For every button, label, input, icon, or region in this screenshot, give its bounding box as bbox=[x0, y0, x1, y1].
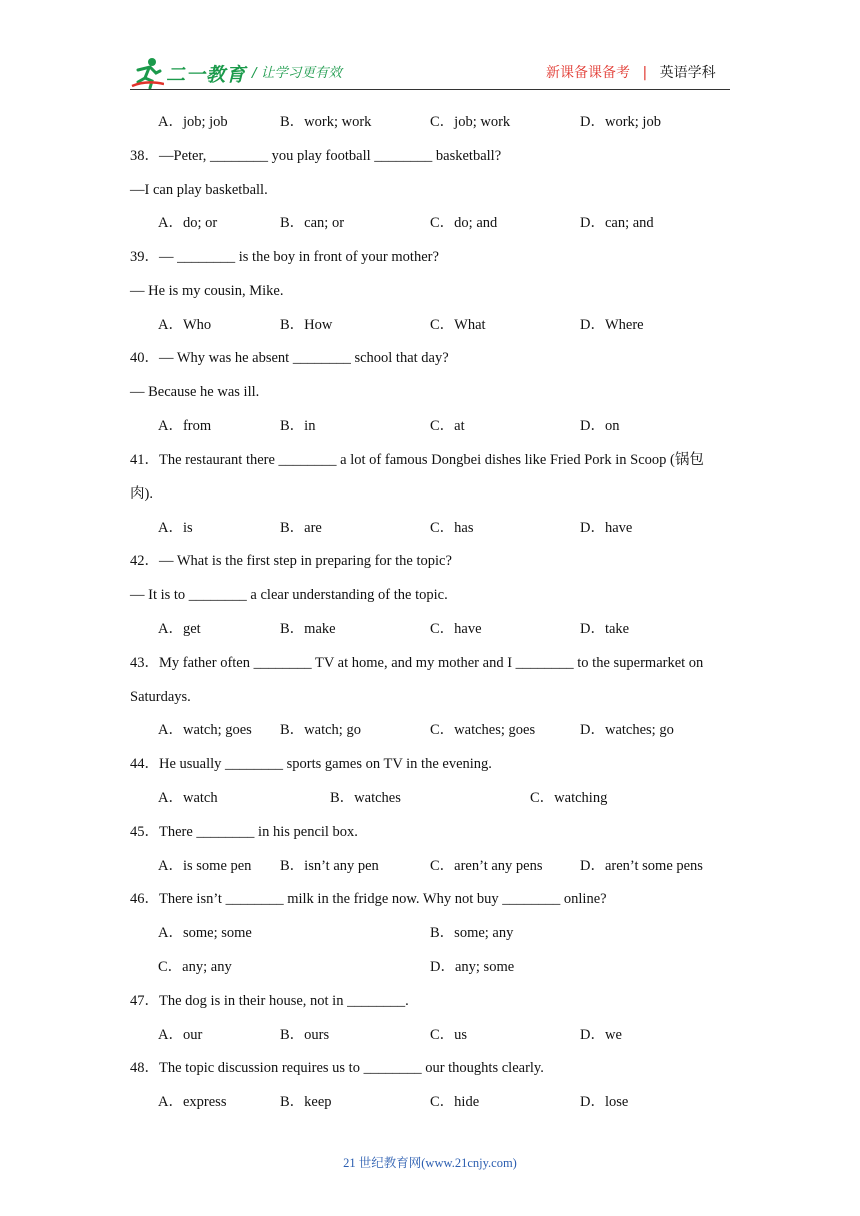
answer-option: A．express bbox=[158, 1094, 227, 1110]
question-stem-line: —I can play basketball. bbox=[130, 182, 268, 198]
answer-option: B．watches bbox=[330, 790, 401, 806]
header-course-text: 新课备课备考 bbox=[546, 65, 630, 81]
answer-option: C．watching bbox=[530, 790, 608, 806]
question-stem-line: 46．There isn’t ________ milk in the fridge now. Why not buy ________ online? bbox=[130, 891, 607, 907]
answer-option: D．work; job bbox=[580, 114, 661, 130]
header-separator: | bbox=[642, 65, 648, 81]
answer-option: C．has bbox=[430, 520, 474, 536]
runner-logo-icon bbox=[130, 56, 164, 90]
answer-option: A．job; job bbox=[158, 114, 228, 130]
question-stem-line: Saturdays. bbox=[130, 689, 191, 705]
question-stem-line: 41．The restaurant there ________ a lot of famous Dongbei dishes like Fried Pork in Scoop (锅包 bbox=[130, 452, 704, 468]
question-stem-line: 40．— Why was he absent ________ school that day? bbox=[130, 350, 449, 366]
answer-option: D．Where bbox=[580, 317, 644, 333]
answer-option: B．some; any bbox=[430, 925, 514, 941]
answer-option: C．at bbox=[430, 418, 465, 434]
answer-option: C．job; work bbox=[430, 114, 511, 130]
answer-option: D．we bbox=[580, 1027, 622, 1043]
question-stem-line: 肉). bbox=[130, 486, 153, 502]
question-stem-line: 42．— What is the first step in preparing for the topic? bbox=[130, 553, 452, 569]
footer-text: 21 世纪教育网(www.21cnjy.com) bbox=[343, 1156, 517, 1170]
page-header bbox=[0, 0, 860, 100]
answer-option: A．get bbox=[158, 621, 201, 637]
answer-option: A．is some pen bbox=[158, 858, 252, 874]
answer-option: D．take bbox=[580, 621, 630, 637]
answer-option: C．hide bbox=[430, 1094, 480, 1110]
answer-option: B．can; or bbox=[280, 215, 345, 231]
answer-option: D．can; and bbox=[580, 215, 654, 231]
answer-option: D．have bbox=[580, 520, 633, 536]
question-stem-line: 38．—Peter, ________ you play football ________ basketball? bbox=[130, 148, 502, 164]
page-footer bbox=[0, 1153, 860, 1171]
answer-option: B．in bbox=[280, 418, 316, 434]
answer-option: D．watches; go bbox=[580, 722, 674, 738]
answer-option: A．watch bbox=[158, 790, 218, 806]
answer-option: D．on bbox=[580, 418, 620, 434]
question-stem-line: 39．— ________ is the boy in front of your mother? bbox=[130, 249, 439, 265]
answer-option: B．make bbox=[280, 621, 336, 637]
answer-option: C．aren’t any pens bbox=[430, 858, 543, 874]
header-right bbox=[546, 62, 716, 82]
question-stem-line: — He is my cousin, Mike. bbox=[130, 283, 284, 299]
answer-option: C．any; any bbox=[158, 959, 232, 975]
answer-option: A．do; or bbox=[158, 215, 218, 231]
answer-option: B．isn’t any pen bbox=[280, 858, 379, 874]
logo-text: 二一教育 bbox=[166, 64, 247, 86]
answer-option: A．watch; goes bbox=[158, 722, 252, 738]
logo bbox=[130, 56, 250, 90]
header-divider bbox=[130, 89, 730, 90]
question-stem-line: — Because he was ill. bbox=[130, 384, 260, 400]
answer-option: D．any; some bbox=[430, 959, 515, 975]
question-stem-line: 48．The topic discussion requires us to ________ our thoughts clearly. bbox=[130, 1060, 544, 1076]
answer-option: A．our bbox=[158, 1027, 203, 1043]
answer-option: D．lose bbox=[580, 1094, 629, 1110]
answer-option: C．watches; goes bbox=[430, 722, 536, 738]
answer-option: B．How bbox=[280, 317, 333, 333]
answer-option: A．some; some bbox=[158, 925, 252, 941]
answer-option: C．have bbox=[430, 621, 482, 637]
question-stem-line: 47．The dog is in their house, not in ________. bbox=[130, 993, 409, 1009]
question-stem-line: 43．My father often ________ TV at home, and my mother and I ________ to the supermarket on bbox=[130, 655, 704, 671]
question-stem-line: 45．There ________ in his pencil box. bbox=[130, 824, 358, 840]
answer-option: B．keep bbox=[280, 1094, 332, 1110]
answer-option: A．from bbox=[158, 418, 212, 434]
answer-option: C．us bbox=[430, 1027, 468, 1043]
question-stem-line: 44．He usually ________ sports games on TV in the evening. bbox=[130, 756, 492, 772]
answer-option: A．is bbox=[158, 520, 193, 536]
answer-option: D．aren’t some pens bbox=[580, 858, 703, 874]
answer-option: A．Who bbox=[158, 317, 212, 333]
header-subject: 英语学科 bbox=[659, 65, 716, 81]
answer-option: B．ours bbox=[280, 1027, 330, 1043]
answer-option: C．do; and bbox=[430, 215, 498, 231]
answer-option: B．work; work bbox=[280, 114, 372, 130]
answer-option: B．are bbox=[280, 520, 322, 536]
slogan: / 让学习更有效 bbox=[252, 65, 342, 81]
question-stem-line: — It is to ________ a clear understanding of the topic. bbox=[130, 587, 448, 603]
answer-option: C．What bbox=[430, 317, 486, 333]
answer-option: B．watch; go bbox=[280, 722, 361, 738]
